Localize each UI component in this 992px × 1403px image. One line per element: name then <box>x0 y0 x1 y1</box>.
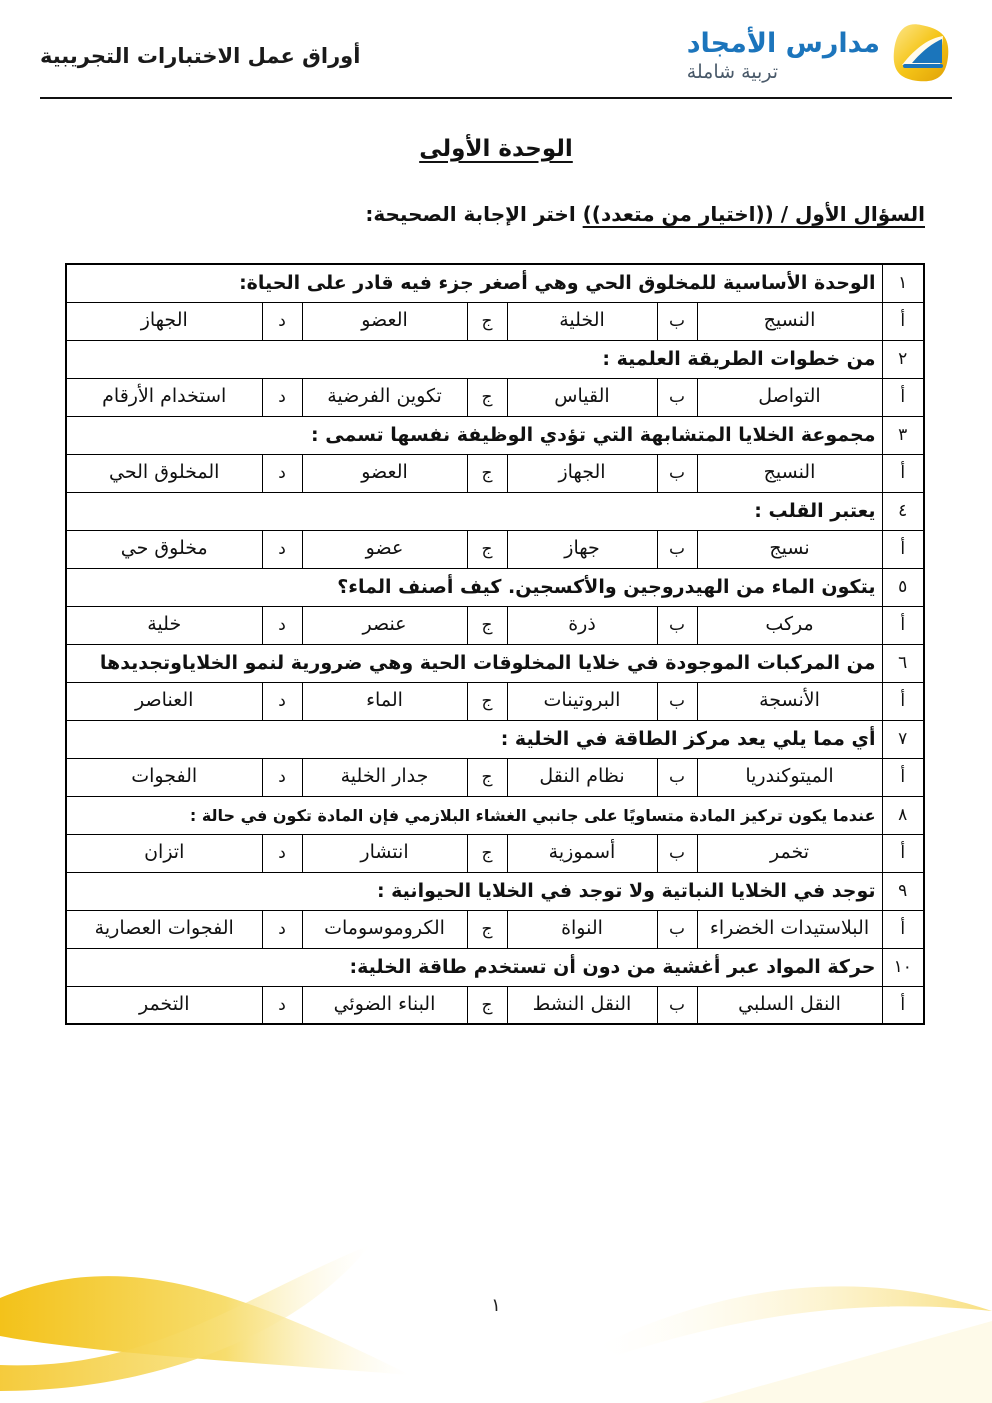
answers-row <box>66 606 924 644</box>
choice-letter: أ <box>882 682 924 720</box>
question-row <box>66 872 924 910</box>
page-header <box>40 24 952 88</box>
question-intro-rest: اختر الإجابة الصحيحة: <box>365 202 583 226</box>
choice-letter: ج <box>467 530 507 568</box>
choice-answer: عضو <box>302 530 467 568</box>
header-divider <box>40 97 952 99</box>
worksheet-title: أوراق عمل الاختبارات التجريبية <box>40 44 361 68</box>
choice-letter: أ <box>882 530 924 568</box>
choice-answer: خلية <box>66 606 262 644</box>
question-text: من خطوات الطريقة العلمية : <box>66 340 882 378</box>
choice-letter: د <box>262 606 302 644</box>
choice-answer: المخلوق الحي <box>66 454 262 492</box>
choice-letter: ج <box>467 758 507 796</box>
school-logo <box>687 23 952 89</box>
question-row <box>66 644 924 682</box>
choice-letter: ب <box>657 986 697 1024</box>
question-row <box>66 948 924 986</box>
choice-answer: ذرة <box>507 606 657 644</box>
choice-answer: تكوين الفرضية <box>302 378 467 416</box>
choice-answer: الفجوات <box>66 758 262 796</box>
choice-letter: ب <box>657 834 697 872</box>
choice-answer: البناء الضوئي <box>302 986 467 1024</box>
choice-answer: العضو <box>302 302 467 340</box>
school-logo-icon <box>890 23 952 89</box>
question-number: ١ <box>882 264 924 302</box>
choice-answer: الفجوات العصارية <box>66 910 262 948</box>
question-row <box>66 796 924 834</box>
choice-letter: ب <box>657 606 697 644</box>
question-text: حركة المواد عبر أغشية من دون أن تستخدم طاقة الخلية: <box>66 948 882 986</box>
choice-answer: جهاز <box>507 530 657 568</box>
choice-answer: جدار الخلية <box>302 758 467 796</box>
question-text: توجد في الخلايا النباتية ولا توجد في الخلايا الحيوانية : <box>66 872 882 910</box>
choice-answer: البروتينات <box>507 682 657 720</box>
choice-letter: ب <box>657 910 697 948</box>
answers-row <box>66 986 924 1024</box>
choice-answer: النسيج <box>697 454 882 492</box>
school-name: مدارس الأمجاد <box>686 28 880 60</box>
question-number: ٦ <box>882 644 924 682</box>
choice-letter: د <box>262 910 302 948</box>
question-intro <box>365 202 925 226</box>
choice-answer: الخلية <box>507 302 657 340</box>
answers-row <box>66 834 924 872</box>
choice-letter: ج <box>467 606 507 644</box>
question-row <box>66 568 924 606</box>
choice-answer: تخمر <box>697 834 882 872</box>
choice-answer: مركب <box>697 606 882 644</box>
choice-answer: النواة <box>507 910 657 948</box>
page-number: ١ <box>491 1295 501 1316</box>
choice-letter: أ <box>882 910 924 948</box>
question-text: يتكون الماء من الهيدروجين والأكسجين. كيف أصنف الماء؟ <box>66 568 882 606</box>
choice-letter: د <box>262 986 302 1024</box>
choice-answer: العناصر <box>66 682 262 720</box>
question-number: ٣ <box>882 416 924 454</box>
answers-row <box>66 302 924 340</box>
question-number: ٧ <box>882 720 924 758</box>
choice-letter: ب <box>657 454 697 492</box>
choice-answer: مخلوق حي <box>66 530 262 568</box>
school-tagline: تربية شاملة <box>686 60 779 83</box>
choice-letter: ج <box>467 454 507 492</box>
answers-row <box>66 758 924 796</box>
question-text: يعتبر القلب : <box>66 492 882 530</box>
choice-answer: الجهاز <box>66 302 262 340</box>
choice-answer: الكروموسومات <box>302 910 467 948</box>
question-row <box>66 264 924 302</box>
choice-letter: ب <box>657 302 697 340</box>
question-text: عندما يكون تركيز المادة متساويًا على جانبي الغشاء البلازمي فإن المادة تكون في حالة : <box>66 796 882 834</box>
question-intro-underlined: السؤال الأول / ((اختيار من متعدد)) <box>582 202 925 226</box>
choice-letter: ب <box>657 758 697 796</box>
question-number: ٩ <box>882 872 924 910</box>
choice-answer: النقل النشط <box>507 986 657 1024</box>
question-number: ٨ <box>882 796 924 834</box>
choice-answer: انتشار <box>302 834 467 872</box>
choice-letter: أ <box>882 454 924 492</box>
choice-letter: أ <box>882 758 924 796</box>
choice-answer: الجهاز <box>507 454 657 492</box>
choice-answer: العضو <box>302 454 467 492</box>
choice-letter: د <box>262 834 302 872</box>
choice-answer: الميتوكندريا <box>697 758 882 796</box>
choice-answer: التخمر <box>66 986 262 1024</box>
question-text: أي مما يلي يعد مركز الطاقة في الخلية : <box>66 720 882 758</box>
choice-letter: أ <box>882 606 924 644</box>
choice-letter: أ <box>882 378 924 416</box>
answers-row <box>66 530 924 568</box>
question-number: ٤ <box>882 492 924 530</box>
question-number: ٢ <box>882 340 924 378</box>
choice-answer: القياس <box>507 378 657 416</box>
choice-letter: د <box>262 682 302 720</box>
choice-letter: د <box>262 530 302 568</box>
choice-answer: الماء <box>302 682 467 720</box>
question-row <box>66 340 924 378</box>
choice-letter: ج <box>467 682 507 720</box>
choice-letter: د <box>262 378 302 416</box>
question-row <box>66 492 924 530</box>
answers-row <box>66 454 924 492</box>
choice-letter: ج <box>467 302 507 340</box>
choice-answer: نظام النقل <box>507 758 657 796</box>
choice-letter: د <box>262 454 302 492</box>
question-number: ٥ <box>882 568 924 606</box>
question-row <box>66 416 924 454</box>
choice-answer: أسموزية <box>507 834 657 872</box>
unit-title: الوحدة الأولى <box>419 136 573 162</box>
choice-letter: ب <box>657 530 697 568</box>
choice-letter: ج <box>467 986 507 1024</box>
question-text: مجموعة الخلايا المتشابهة التي تؤدي الوظيفة نفسها تسمى : <box>66 416 882 454</box>
choice-answer: التواصل <box>697 378 882 416</box>
choice-answer: اتزان <box>66 834 262 872</box>
choice-answer: عنصر <box>302 606 467 644</box>
choice-answer: النقل السلبي <box>697 986 882 1024</box>
choice-letter: أ <box>882 834 924 872</box>
question-row <box>66 720 924 758</box>
choice-answer: نسيج <box>697 530 882 568</box>
answers-row <box>66 910 924 948</box>
choice-letter: أ <box>882 302 924 340</box>
choice-letter: ج <box>467 834 507 872</box>
answers-row <box>66 378 924 416</box>
answers-row <box>66 682 924 720</box>
choice-letter: أ <box>882 986 924 1024</box>
choice-letter: ج <box>467 378 507 416</box>
questions-table <box>65 263 925 1025</box>
choice-answer: البلاستيدات الخضراء <box>697 910 882 948</box>
choice-answer: الأنسجة <box>697 682 882 720</box>
choice-letter: د <box>262 302 302 340</box>
choice-letter: ب <box>657 682 697 720</box>
choice-letter: ج <box>467 910 507 948</box>
question-text: الوحدة الأساسية للمخلوق الحي وهي أصغر جزء فيه قادر على الحياة: <box>66 264 882 302</box>
choice-answer: استخدام الأرقام <box>66 378 262 416</box>
choice-letter: د <box>262 758 302 796</box>
choice-answer: النسيج <box>697 302 882 340</box>
questions-table-body <box>66 264 924 1024</box>
question-number: ١٠ <box>882 948 924 986</box>
choice-letter: ب <box>657 378 697 416</box>
question-text: من المركبات الموجودة في خلايا المخلوقات الحية وهي ضرورية لنمو الخلاياوتجديدها <box>66 644 882 682</box>
